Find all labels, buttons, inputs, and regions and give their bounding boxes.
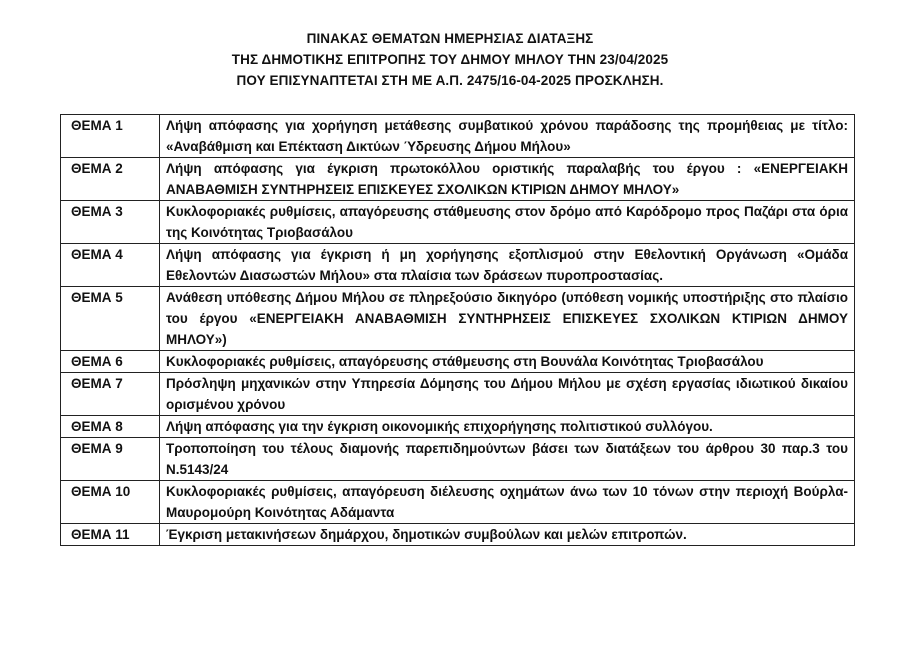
document-header bbox=[0, 28, 900, 91]
item-text: Έγκριση μετακινήσεων δημάρχου, δημοτικών συμβούλων και μελών επιτροπών. bbox=[160, 524, 855, 546]
item-text: Πρόσληψη μηχανικών στην Υπηρεσία Δόμησης του Δήμου Μήλου με σχέση εργασίας ιδιωτικού δικαίου ορισμένου χρόνου bbox=[160, 373, 855, 416]
item-label: ΘΕΜΑ 6 bbox=[61, 351, 160, 373]
agenda-table bbox=[60, 114, 855, 546]
item-text: Κυκλοφοριακές ρυθμίσεις, απαγόρευσης στάθμευσης στη Βουνάλα Κοινότητας Τριοβασάλου bbox=[160, 351, 855, 373]
item-label: ΘΕΜΑ 7 bbox=[61, 373, 160, 416]
item-label: ΘΕΜΑ 4 bbox=[61, 244, 160, 287]
table-row bbox=[61, 416, 855, 438]
table-row bbox=[61, 373, 855, 416]
table-row bbox=[61, 201, 855, 244]
item-label: ΘΕΜΑ 8 bbox=[61, 416, 160, 438]
item-text: Τροποποίηση του τέλους διαμονής παρεπιδημούντων βάσει των διατάξεων του άρθρου 30 παρ.3 του Ν.5143/24 bbox=[160, 438, 855, 481]
item-text: Λήψη απόφασης για την έγκριση οικονομικής επιχορήγησης πολιτιστικού συλλόγου. bbox=[160, 416, 855, 438]
item-text: Λήψη απόφασης για έγκριση ή μη χορήγησης εξοπλισμού στην Εθελοντική Οργάνωση «Ομάδα Εθελοντών Διασωστών Μήλου» στα πλαίσια των δράσεων πυροπροστασίας. bbox=[160, 244, 855, 287]
table-row bbox=[61, 244, 855, 287]
item-label: ΘΕΜΑ 10 bbox=[61, 481, 160, 524]
item-label: ΘΕΜΑ 3 bbox=[61, 201, 160, 244]
header-line-3: ΠΟΥ ΕΠΙΣΥΝΑΠΤΕΤΑΙ ΣΤΗ ΜΕ Α.Π. 2475/16-04-2025 ΠΡΟΣΚΛΗΣΗ. bbox=[236, 73, 664, 88]
table-row bbox=[61, 481, 855, 524]
table-row bbox=[61, 351, 855, 373]
item-label: ΘΕΜΑ 5 bbox=[61, 287, 160, 351]
header-line-1: ΠΙΝΑΚΑΣ ΘΕΜΑΤΩΝ ΗΜΕΡΗΣΙΑΣ ΔΙΑΤΑΞΗΣ bbox=[306, 31, 594, 46]
table-row bbox=[61, 524, 855, 546]
item-text: Κυκλοφοριακές ρυθμίσεις, απαγόρευση διέλευσης οχημάτων άνω των 10 τόνων στην περιοχή Βούρλα-Μαυρομούρη Κοινότητας Αδάμαντα bbox=[160, 481, 855, 524]
item-text: Λήψη απόφασης για χορήγηση μετάθεσης συμβατικού χρόνου παράδοσης της προμήθειας με τίτλο: «Αναβάθμιση και Επέκταση Δικτύων Ύδρευσης Δήμου Μήλου» bbox=[160, 115, 855, 158]
item-text: Κυκλοφοριακές ρυθμίσεις, απαγόρευσης στάθμευσης στον δρόμο από Καρόδρομο προς Παζάρι στα όρια της Κοινότητας Τριοβασάλου bbox=[160, 201, 855, 244]
item-label: ΘΕΜΑ 11 bbox=[61, 524, 160, 546]
table-row bbox=[61, 115, 855, 158]
item-label: ΘΕΜΑ 9 bbox=[61, 438, 160, 481]
table-row bbox=[61, 287, 855, 351]
item-label: ΘΕΜΑ 1 bbox=[61, 115, 160, 158]
table-row bbox=[61, 158, 855, 201]
item-label: ΘΕΜΑ 2 bbox=[61, 158, 160, 201]
item-text: Λήψη απόφασης για έγκριση πρωτοκόλλου οριστικής παραλαβής του έργου : «ΕΝΕΡΓΕΙΑΚΗ ΑΝΑΒΑΘΜΙΣΗ ΣΥΝΤΗΡΗΣΕΙΣ ΕΠΙΣΚΕΥΕΣ ΣΧΟΛΙΚΩΝ ΚΤΙΡΙΩΝ ΔΗΜΟΥ ΜΗΛΟΥ» bbox=[160, 158, 855, 201]
header-line-2: ΤΗΣ ΔΗΜΟΤΙΚΗΣ ΕΠΙΤΡΟΠΗΣ ΤΟΥ ΔΗΜΟΥ ΜΗΛΟΥ ΤΗΝ 23/04/2025 bbox=[231, 52, 669, 67]
table-row bbox=[61, 438, 855, 481]
item-text: Ανάθεση υπόθεσης Δήμου Μήλου σε πληρεξούσιο δικηγόρο (υπόθεση νομικής υποστήριξης στο πλαίσιο του έργου «ΕΝΕΡΓΕΙΑΚΗ ΑΝΑΒΑΘΜΙΣΗ ΣΥΝΤΗΡΗΣΕΙΣ ΕΠΙΣΚΕΥΕΣ ΣΧΟΛΙΚΩΝ ΚΤΙΡΙΩΝ ΔΗΜΟΥ ΜΗΛΟΥ») bbox=[160, 287, 855, 351]
